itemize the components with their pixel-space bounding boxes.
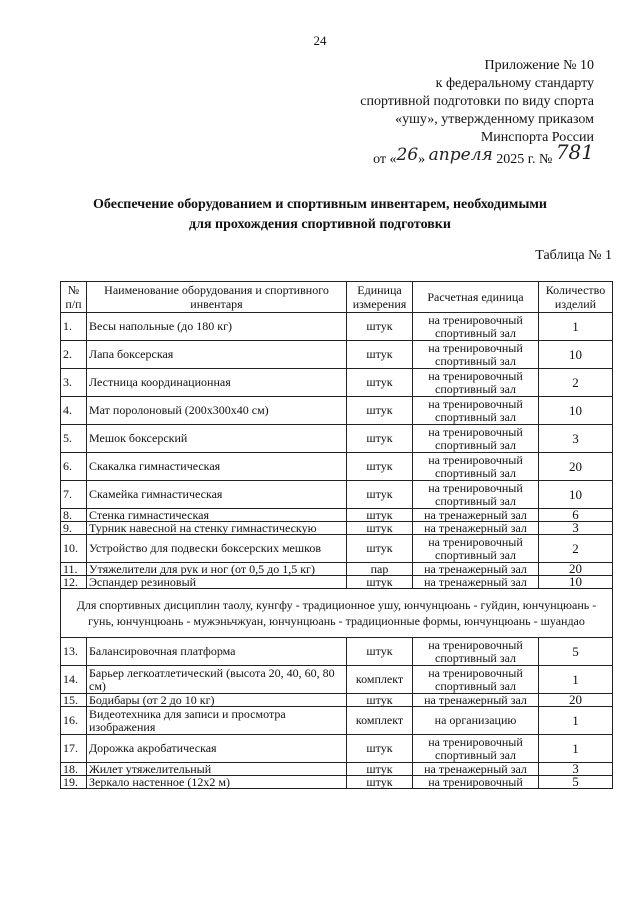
cell-calc: на тренировочный спортивный зал bbox=[413, 481, 539, 509]
cell-num: 1. bbox=[61, 313, 87, 341]
cell-qty: 2 bbox=[539, 535, 613, 563]
cell-unit: штук bbox=[347, 453, 413, 481]
cell-qty: 20 bbox=[539, 563, 613, 576]
cell-unit: штук bbox=[347, 341, 413, 369]
cell-qty: 1 bbox=[539, 707, 613, 735]
inventory-table bbox=[60, 281, 613, 789]
cell-num: 16. bbox=[61, 707, 87, 735]
cell-name: Мешок боксерский bbox=[87, 425, 347, 453]
table-row bbox=[61, 666, 613, 694]
cell-num: 3. bbox=[61, 369, 87, 397]
cell-num: 19. bbox=[61, 776, 87, 789]
date-prefix: от « bbox=[373, 152, 397, 167]
table-row bbox=[61, 425, 613, 453]
appendix-line: Минспорта России bbox=[480, 130, 594, 145]
cell-calc: на тренажерный зал bbox=[413, 522, 539, 535]
section-heading: Для спортивных дисциплин таолу, кунгфу - традиционное ушу, юнчунцюань - гуйдин, юнчунцюань - гунь, юнчунцюань - мужэньчжуан, юнчунцюань - традиционные формы, юнчунцюань - шуандао bbox=[61, 589, 613, 638]
cell-name: Скамейка гимнастическая bbox=[87, 481, 347, 509]
cell-unit: штук bbox=[347, 576, 413, 589]
table-row bbox=[61, 563, 613, 576]
cell-num: 5. bbox=[61, 425, 87, 453]
table-row bbox=[61, 369, 613, 397]
cell-name: Лестница координационная bbox=[87, 369, 347, 397]
table-row bbox=[61, 735, 613, 763]
cell-name: Эспандер резиновый bbox=[87, 576, 347, 589]
table-row bbox=[61, 776, 613, 789]
appendix-line: «ушу», утвержденному приказом bbox=[395, 112, 594, 127]
table-row bbox=[61, 341, 613, 369]
cell-unit: комплект bbox=[347, 666, 413, 694]
table-row bbox=[61, 535, 613, 563]
cell-qty: 1 bbox=[539, 666, 613, 694]
page-number: 24 bbox=[313, 33, 327, 48]
appendix-line: Приложение № 10 bbox=[484, 58, 594, 73]
cell-name: Весы напольные (до 180 кг) bbox=[87, 313, 347, 341]
cell-name: Балансировочная платформа bbox=[87, 638, 347, 666]
cell-calc: на тренировочный спортивный зал bbox=[413, 638, 539, 666]
cell-num: 11. bbox=[61, 563, 87, 576]
table-header-row bbox=[61, 282, 613, 313]
cell-qty: 1 bbox=[539, 313, 613, 341]
cell-unit: штук bbox=[347, 509, 413, 522]
cell-calc: на тренировочный спортивный зал bbox=[413, 425, 539, 453]
table-row bbox=[61, 481, 613, 509]
table-row bbox=[61, 707, 613, 735]
order-date-line: от «26» апреля 2025 г. № 781 bbox=[373, 140, 594, 167]
header-qty: Количество изделий bbox=[539, 282, 613, 313]
cell-num: 13. bbox=[61, 638, 87, 666]
title-line: для прохождения спортивной подготовки bbox=[189, 217, 451, 232]
cell-calc: на тренировочный спортивный зал bbox=[413, 535, 539, 563]
cell-calc: на тренажерный зал bbox=[413, 563, 539, 576]
handwritten-day: 26 bbox=[396, 145, 419, 165]
cell-calc: на тренажерный зал bbox=[413, 509, 539, 522]
date-year: 2025 г. № bbox=[496, 152, 553, 167]
cell-qty: 3 bbox=[539, 425, 613, 453]
cell-num: 2. bbox=[61, 341, 87, 369]
cell-num: 12. bbox=[61, 576, 87, 589]
table-row bbox=[61, 638, 613, 666]
table-row bbox=[61, 397, 613, 425]
section-row bbox=[61, 589, 613, 638]
cell-num: 17. bbox=[61, 735, 87, 763]
cell-calc: на организацию bbox=[413, 707, 539, 735]
cell-num: 7. bbox=[61, 481, 87, 509]
cell-name: Жилет утяжелительный bbox=[87, 763, 347, 776]
cell-qty: 5 bbox=[539, 776, 613, 789]
cell-num: 8. bbox=[61, 509, 87, 522]
cell-name: Мат поролоновый (200x300x40 см) bbox=[87, 397, 347, 425]
document-title bbox=[40, 195, 600, 235]
cell-unit: комплект bbox=[347, 707, 413, 735]
cell-qty: 20 bbox=[539, 694, 613, 707]
cell-unit: штук bbox=[347, 776, 413, 789]
cell-name: Утяжелители для рук и ног (от 0,5 до 1,5 кг) bbox=[87, 563, 347, 576]
cell-num: 15. bbox=[61, 694, 87, 707]
cell-name: Скакалка гимнастическая bbox=[87, 453, 347, 481]
cell-calc: на тренировочный спортивный зал bbox=[413, 341, 539, 369]
cell-unit: пар bbox=[347, 563, 413, 576]
appendix-line: к федеральному стандарту bbox=[435, 76, 594, 91]
table-label: Таблица № 1 bbox=[535, 248, 612, 263]
table-row bbox=[61, 763, 613, 776]
cell-name: Лапа боксерская bbox=[87, 341, 347, 369]
cell-name: Турник навесной на стенку гимнастическую bbox=[87, 522, 347, 535]
cell-qty: 5 bbox=[539, 638, 613, 666]
appendix-header bbox=[314, 57, 594, 169]
cell-name: Барьер легкоатлетический (высота 20, 40, 60, 80 см) bbox=[87, 666, 347, 694]
cell-name: Видеотехника для записи и просмотра изображения bbox=[87, 707, 347, 735]
cell-calc: на тренировочный спортивный зал bbox=[413, 369, 539, 397]
cell-qty: 20 bbox=[539, 453, 613, 481]
cell-unit: штук bbox=[347, 694, 413, 707]
cell-unit: штук bbox=[347, 313, 413, 341]
cell-qty: 6 bbox=[539, 509, 613, 522]
cell-qty: 10 bbox=[539, 341, 613, 369]
cell-qty: 2 bbox=[539, 369, 613, 397]
cell-calc: на тренировочный спортивный зал bbox=[413, 397, 539, 425]
cell-num: 18. bbox=[61, 763, 87, 776]
table-row bbox=[61, 453, 613, 481]
cell-qty: 3 bbox=[539, 522, 613, 535]
cell-unit: штук bbox=[347, 522, 413, 535]
cell-calc: на тренажерный зал bbox=[413, 576, 539, 589]
cell-unit: штук bbox=[347, 763, 413, 776]
cell-num: 10. bbox=[61, 535, 87, 563]
cell-unit: штук bbox=[347, 369, 413, 397]
title-line: Обеспечение оборудованием и спортивным инвентарем, необходимыми bbox=[93, 197, 547, 212]
cell-name: Зеркало настенное (12x2 м) bbox=[87, 776, 347, 789]
table-row bbox=[61, 509, 613, 522]
cell-qty: 10 bbox=[539, 481, 613, 509]
table-row bbox=[61, 522, 613, 535]
cell-name: Дорожка акробатическая bbox=[87, 735, 347, 763]
cell-name: Устройство для подвески боксерских мешков bbox=[87, 535, 347, 563]
cell-unit: штук bbox=[347, 397, 413, 425]
cell-qty: 3 bbox=[539, 763, 613, 776]
cell-unit: штук bbox=[347, 481, 413, 509]
cell-calc: на тренировочный bbox=[413, 776, 539, 789]
header-num: № п/п bbox=[61, 282, 87, 313]
cell-name: Стенка гимнастическая bbox=[87, 509, 347, 522]
cell-qty: 1 bbox=[539, 735, 613, 763]
cell-num: 4. bbox=[61, 397, 87, 425]
cell-calc: на тренировочный спортивный зал bbox=[413, 735, 539, 763]
table-row bbox=[61, 694, 613, 707]
table-row bbox=[61, 576, 613, 589]
cell-calc: на тренировочный спортивный зал bbox=[413, 453, 539, 481]
cell-calc: на тренажерный зал bbox=[413, 694, 539, 707]
cell-calc: на тренажерный зал bbox=[413, 763, 539, 776]
cell-unit: штук bbox=[347, 735, 413, 763]
cell-name: Бодибары (от 2 до 10 кг) bbox=[87, 694, 347, 707]
cell-unit: штук bbox=[347, 425, 413, 453]
cell-unit: штук bbox=[347, 638, 413, 666]
handwritten-month: апреля bbox=[428, 145, 493, 165]
cell-calc: на тренировочный спортивный зал bbox=[413, 666, 539, 694]
table-row bbox=[61, 313, 613, 341]
cell-num: 9. bbox=[61, 522, 87, 535]
cell-unit: штук bbox=[347, 535, 413, 563]
header-name: Наименование оборудования и спортивного инвентаря bbox=[87, 282, 347, 313]
cell-num: 6. bbox=[61, 453, 87, 481]
cell-calc: на тренировочный спортивный зал bbox=[413, 313, 539, 341]
header-unit: Единица измерения bbox=[347, 282, 413, 313]
header-calc: Расчетная единица bbox=[413, 282, 539, 313]
cell-qty: 10 bbox=[539, 397, 613, 425]
appendix-line: спортивной подготовки по виду спорта bbox=[360, 94, 594, 109]
cell-num: 14. bbox=[61, 666, 87, 694]
handwritten-order-number: 781 bbox=[555, 140, 594, 164]
cell-qty: 10 bbox=[539, 576, 613, 589]
